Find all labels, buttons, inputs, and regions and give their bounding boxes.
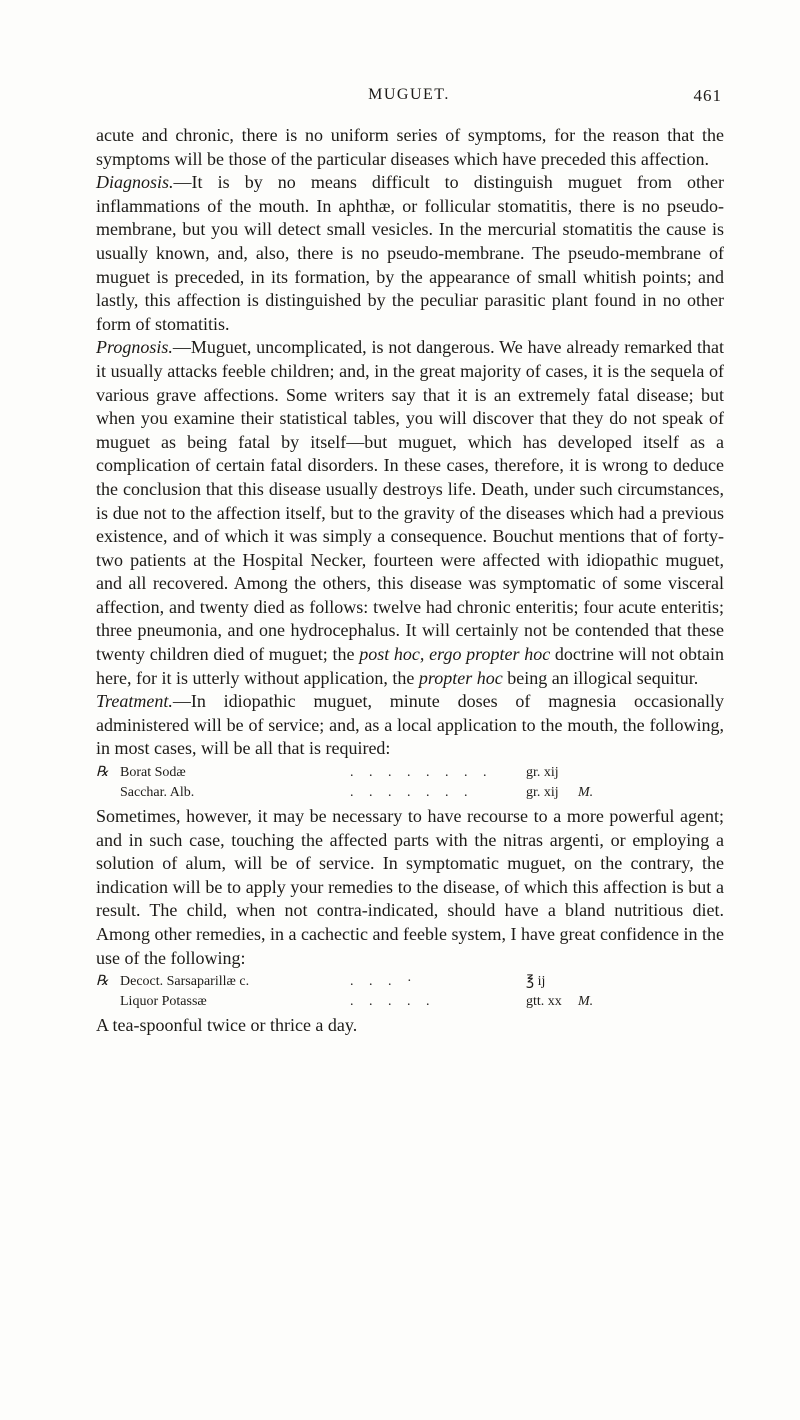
leader-dots: . . . . . . . . [350,765,493,781]
ingredient-name: Sacchar. Alb. [120,785,195,801]
misce-mark: M. [578,785,594,801]
prognosis-text: —Muguet, uncomplicated, is not dangerous. We have already remarked that it usually attacks feeble children; and, in the great majority of cases, it is the sequela of various grave affections. Some writers say that it is an extremely fatal disease; but when you examine their statistical tables, you will discover that they do not speak of muguet as being fatal by itself—but muguet, which has developed itself as a complication of certain fatal disorders. In these cases, therefore, it is wrong to deduce the conclusion that this disease usually destroys life. Death, under such circumstances, is due not to the affection itself, but to the gravity of the diseases which had a previous existence, and of which it was simply a consequence. Bouchut mentions that of forty-two patients at the Hospital Necker, fourteen were affected with idiopathic muguet, and all recovered. Among the others, this disease was symptomatic of some visceral affection, and twenty died as follows: twelve had chronic enteritis; four acute enteritis; three pneumonia, and one hydrocephalus. It will certainly not be contended that these twenty children died of muguet; the [96,337,724,665]
prescription-line [96,972,724,992]
prescription-sarsaparilla [96,972,724,1012]
paragraph-dosage [96,1014,724,1038]
recipe-symbol: ℞ [96,765,109,781]
recipe-symbol: ℞ [96,974,109,990]
prognosis-text: doctrine will not obtain here, for it is utterly without application, the [96,644,724,688]
latin-phrase: propter hoc [418,667,503,688]
paragraph-treatment [96,690,724,761]
page-number: 461 [693,86,722,105]
ingredient-amount: ℥ ij [526,974,546,990]
treatment-text: —In idiopathic muguet, minute doses of magnesia occasionally administered will be of service; and, as a local application to the mouth, the following, in most cases, will be all that is required: [96,691,724,759]
paragraph-prognosis [96,336,724,690]
paragraph-symptomatic [96,805,724,970]
ingredient-amount: gtt. xx [526,994,562,1010]
paragraph-diagnosis [96,171,724,336]
paragraph-text: Sometimes, however, it may be necessary to have recourse to a more powerful agent; and in such case, touching the affected parts with the nitras argenti, or employing a solution of alum, will be of service. In symptomatic muguet, on the contrary, the indication will be to apply your remedies to the disease, of which this affection is but a result. The child, when not contra-indicated, should have a bland nutritious diet. Among other remedies, in a cachectic and feeble system, I have great confidence in the use of the following: [96,806,724,968]
running-title: MUGUET. [368,86,450,103]
prescription-line [96,763,724,783]
prognosis-heading: Prognosis. [96,337,173,358]
body-text [96,124,724,1038]
dosage-text: A tea-spoonful twice or thrice a day. [96,1015,358,1036]
latin-phrase: post hoc, ergo propter hoc [359,644,551,665]
ingredient-name: Decoct. Sarsaparillæ c. [120,974,250,990]
ingredient-name: Liquor Potassæ [120,994,207,1010]
prognosis-text: being an illogical sequitur. [502,667,699,688]
misce-mark: M. [578,994,594,1010]
leader-dots: . . . . . [350,994,436,1010]
diagnosis-heading: Diagnosis. [96,172,174,193]
prescription-line [96,992,724,1012]
ingredient-amount: gr. xij [526,765,559,781]
paragraph-continuation [96,124,724,171]
treatment-heading: Treatment. [96,691,173,712]
prescription-borax [96,763,724,803]
leader-dots: . . . · [350,974,418,990]
leader-dots: . . . . . . . [350,785,474,801]
prescription-line [96,783,724,803]
paragraph-text: acute and chronic, there is no uniform series of symptoms, for the reason that the symptoms will be those of the particular diseases which have preceded this affection. [96,125,724,169]
ingredient-name: Borat Sodæ [120,765,186,781]
running-head [96,86,722,112]
diagnosis-text: —It is by no means difficult to distinguish muguet from other inflammations of the mouth. In aphthæ, or follicular stomatitis, there is no pseudo-membrane, but you will detect small vesicles. In the mercurial stomatitis the cause is usually known, and, also, there is no pseudo-membrane. The pseudo-membrane of muguet is preceded, in its formation, by the appearance of small whitish points; and lastly, this affection is distinguished by the peculiar parasitic plant found in no other form of stomatitis. [96,172,724,334]
ingredient-amount: gr. xij [526,785,559,801]
